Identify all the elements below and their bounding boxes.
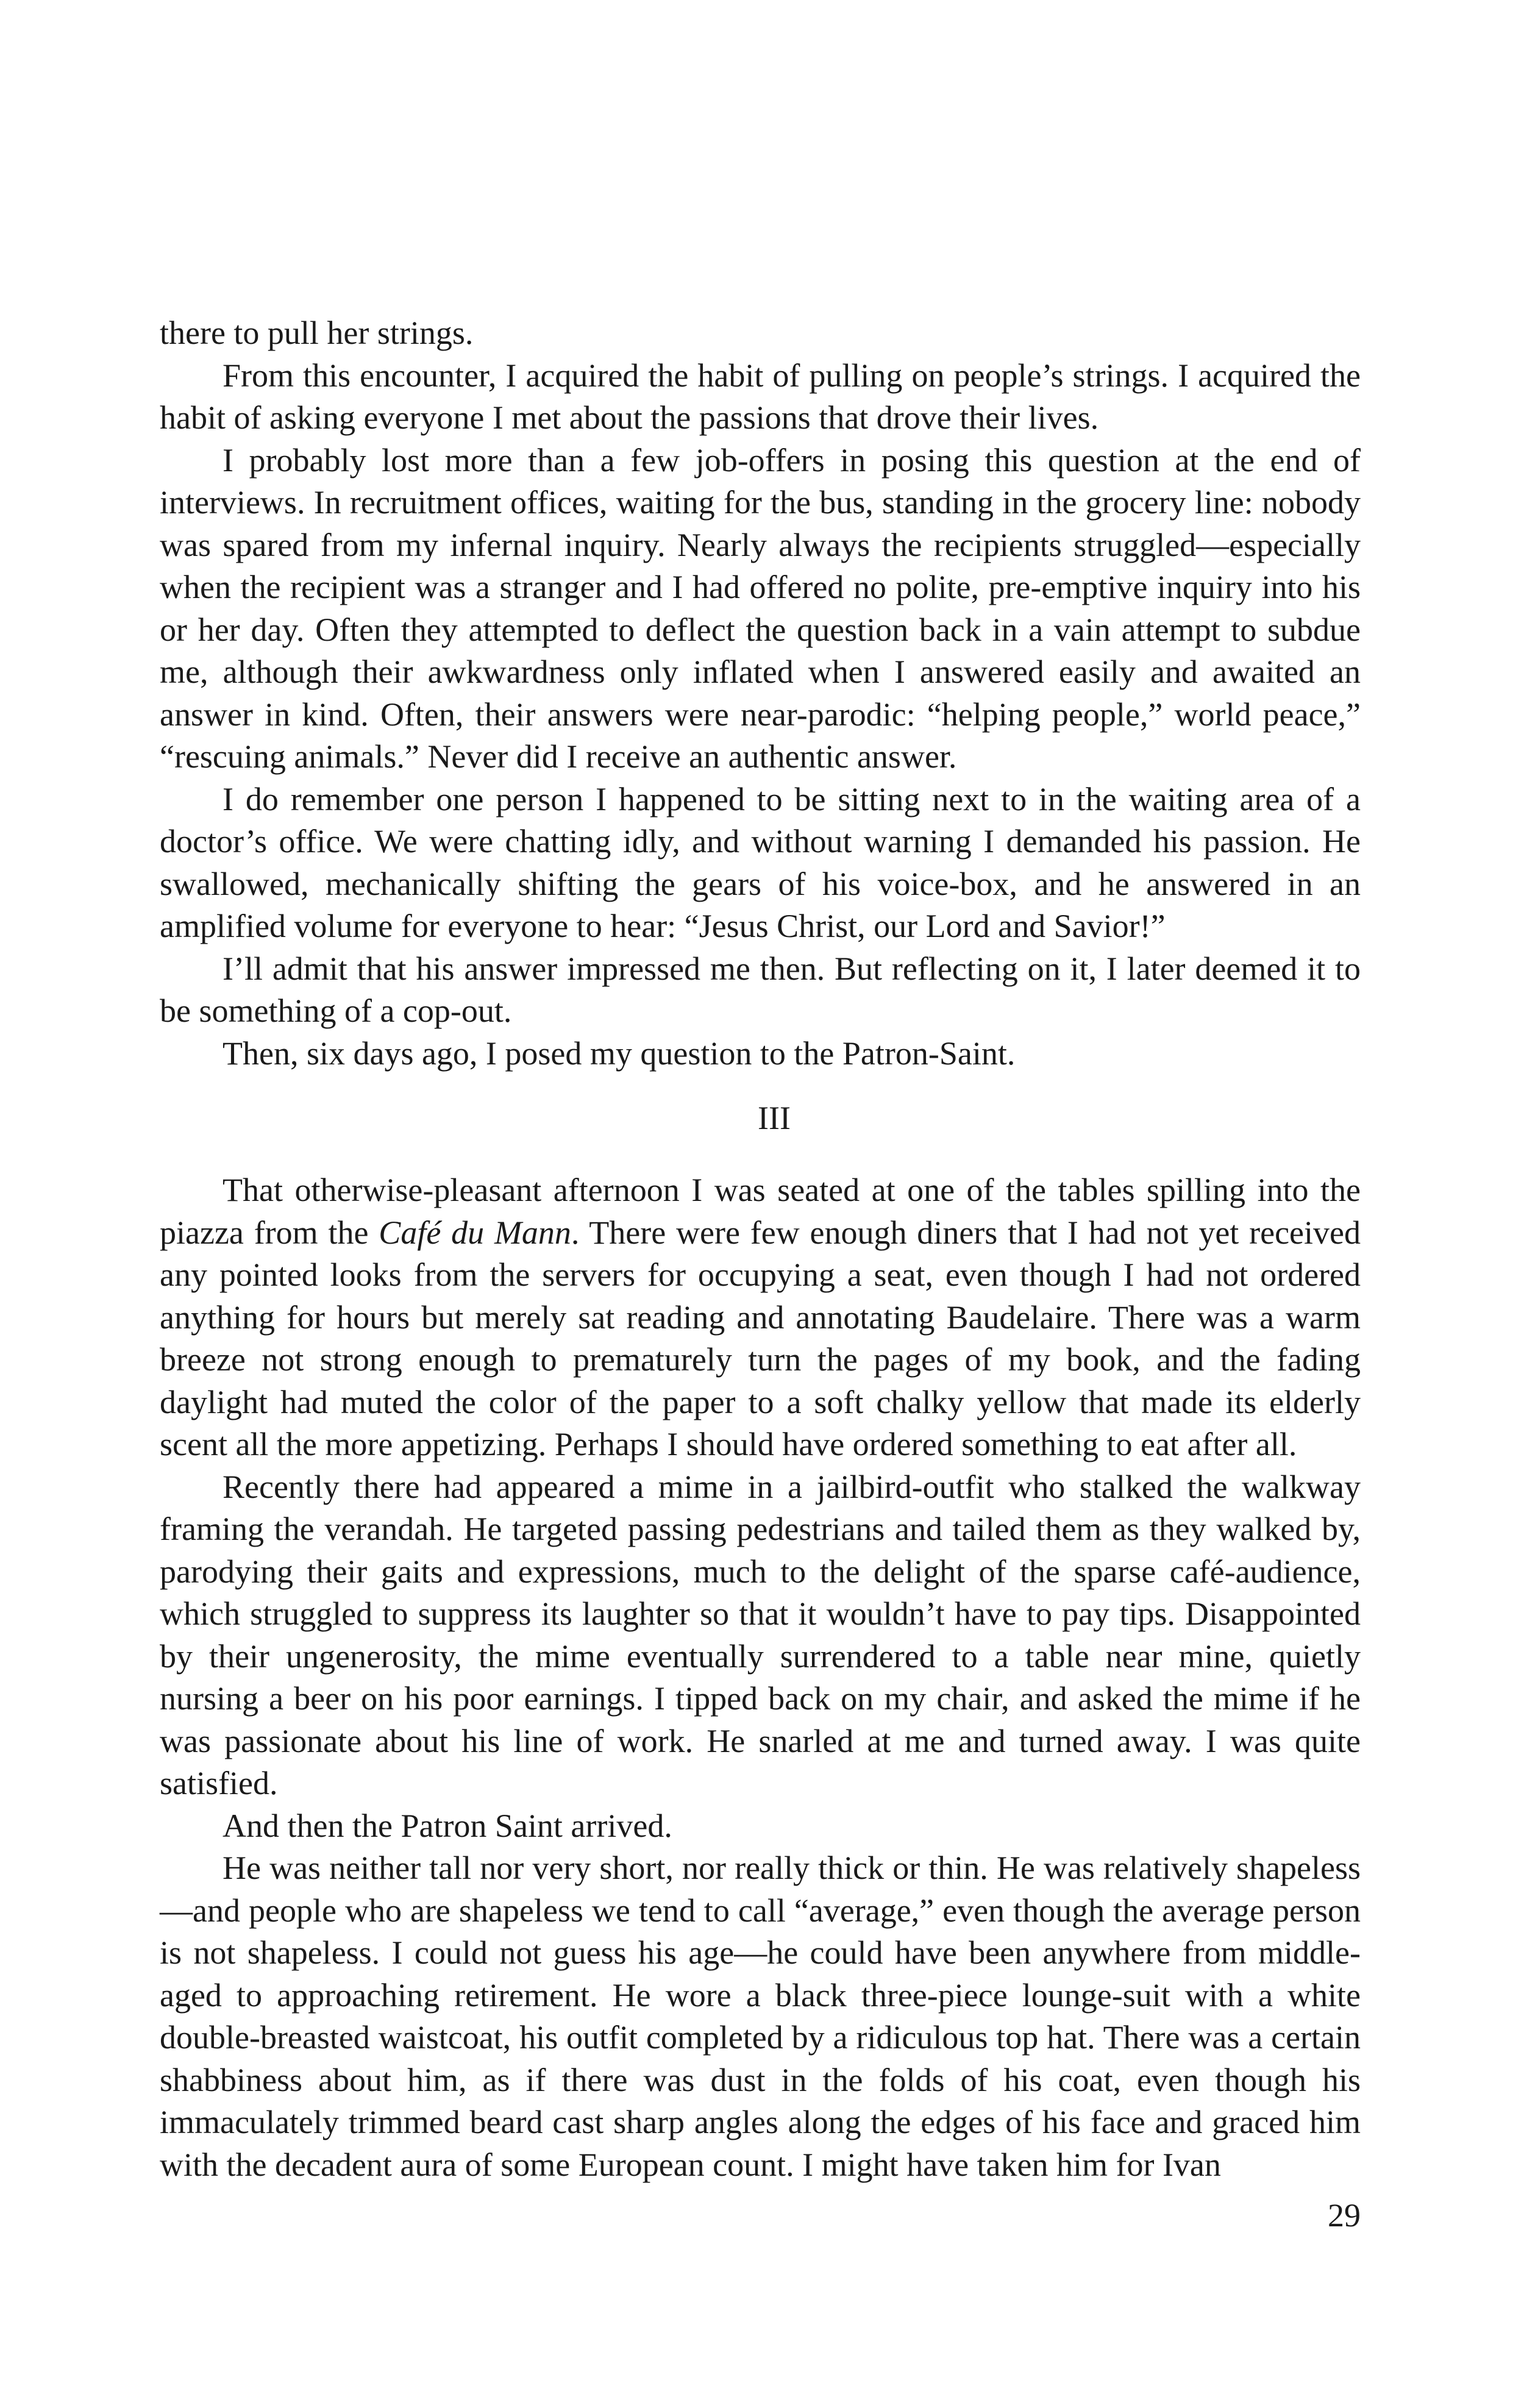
paragraph-text: . There were few enough diners that I had not yet received any pointed looks from the servers for occupying a seat, even though I had not ordered anything for hours but merely sat reading and annotating Baudelaire. There was a warm breeze not strong enough to prematurely turn the pages of my book, and the fading daylight had muted the color of the paper to a soft chalky yellow that made its elderly scent all the more appetizing. Perhaps I should have ordered something to eat after all. [160,1214,1361,1462]
paragraph [160,1169,1361,1466]
paragraph: I probably lost more than a few job-offers in posing this question at the end of interviews. In recruitment offices, waiting for the bus, standing in the grocery line: nobody was spared from my infernal inquiry. Nearly always the recipients struggled—especially when the recipient was a stranger and I had offered no polite, pre-emptive inquiry into his or her day. Often they attempted to deflect the question back in a vain attempt to subdue me, although their awkwardness only inflated when I answered easily and awaited an answer in kind. Often, their answers were near-parodic: “helping people,” world peace,” “rescuing animals.” Never did I receive an authentic answer. [160,441,1361,775]
page-number: 29 [1328,2197,1361,2234]
paragraph: I’ll admit that his answer impressed me then. But reflecting on it, I later deemed it to be something of a cop-out. [160,950,1361,1029]
paragraph: there to pull her strings. [160,315,474,351]
top-text-block [160,312,1361,1075]
cafe-name: Café du Mann [379,1214,571,1251]
paragraph: From this encounter, I acquired the habit of pulling on people’s strings. I acquired the habit of asking everyone I met about the passions that drove their lives. [160,357,1361,436]
section-heading: III [758,1100,791,1136]
paragraph: And then the Patron Saint arrived. [223,1807,672,1844]
paragraph: He was neither tall nor very short, nor really thick or thin. He was relatively shapeless—and people who are shapeless we tend to call “average,” even though the average person is not shapeless. I could not guess his age—he could have been anywhere from middle-aged to approaching retirement. He wore a black three-piece lounge-suit with a white double-breasted waistcoat, his outfit completed by a ridiculous top hat. There was a certain shabbiness about him, as if there was dust in the folds of his coat, even though his immaculately trimmed beard cast sharp angles along the edges of his face and graced him with the decadent aura of some European count. I might have taken him for Ivan [160,1850,1361,2183]
paragraph: Recently there had appeared a mime in a jailbird-outfit who stalked the walkway framing the verandah. He targeted passing pedestrians and tailed them as they walked by, parodying their gaits and expressions, much to the delight of the sparse café-audience, which struggled to suppress its laughter so that it wouldn’t have to pay tips. Disappointed by their ungenerosity, the mime eventually surrendered to a table near mine, quietly nursing a beer on his poor earnings. I tipped back on my chair, and asked the mime if he was passionate about his line of work. He snarled at me and turned away. I was quite satisfied. [160,1468,1361,1801]
bottom-text-block [160,1169,1361,2186]
paragraph: I do remember one person I happened to be sitting next to in the waiting area of a doctor’s office. We were chatting idly, and without warning I demanded his passion. He swallowed, mechanically shifting the gears of his voice-box, and he answered in an amplified volume for everyone to hear: “Jesus Christ, our Lord and Savior!” [160,780,1361,944]
paragraph: Then, six days ago, I posed my question to the Patron-Saint. [223,1035,1016,1072]
paragraph-text: That otherwise-pleasant afternoon I was seated at one of the tables spilling into the piazza from the [160,1172,1361,1251]
